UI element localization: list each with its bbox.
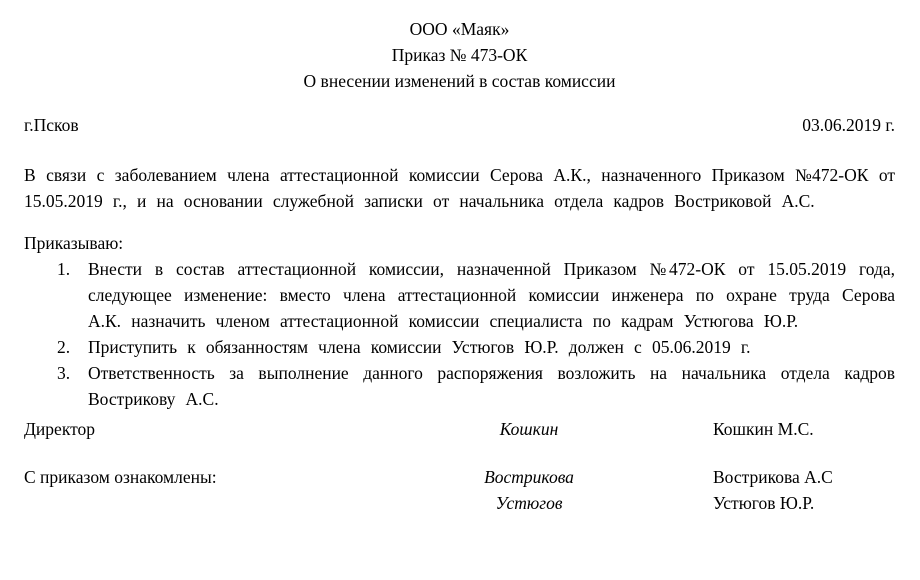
list-item-number: 1. [57, 259, 71, 279]
handwritten-signature: Устюгов [495, 493, 563, 513]
signature-row-acknowledged-1 [24, 464, 895, 490]
order-subject: О внесении изменений в состав комиссии [303, 71, 616, 91]
document-header [24, 16, 895, 94]
list-item-number: 3. [57, 363, 71, 383]
signature-role-label: С приказом ознакомлены: [24, 467, 217, 487]
signature-row-director [24, 416, 895, 442]
signature-name: Вострикова А.С [713, 467, 833, 487]
handwritten-signature: Кошкин [499, 419, 559, 439]
list-item [24, 256, 895, 334]
intro-paragraph: В связи с заболеванием члена аттестационной комиссии Серова А.К., назначенного Приказом №472-ОК от 15.05.2019 г., и на основании служебной записки от начальника отдела кадров Востриковой А.С. [24, 165, 895, 211]
list-item [24, 360, 895, 412]
order-items-list [24, 256, 895, 412]
list-item-number: 2. [57, 337, 71, 357]
date-label: 03.06.2019 г. [802, 115, 895, 135]
list-item-text: Приступить к обязанностям члена комиссии Устюгов Ю.Р. должен с 05.06.2019 г. [88, 337, 751, 357]
list-item-text: Ответственность за выполнение данного распоряжения возложить на начальника отдела кадров Вострикову А.С. [88, 363, 895, 409]
signature-name: Кошкин М.С. [713, 419, 814, 439]
signature-name: Устюгов Ю.Р. [713, 493, 815, 513]
list-item-text: Внести в состав аттестационной комиссии, назначенной Приказом №472-ОК от 15.05.2019 года, следующее изменение: вместо члена аттестационной комиссии инженера по охране труда Серова А.К. назначить членом аттестационной комиссии специалиста по кадрам Устюгова Ю.Р. [88, 259, 895, 331]
list-item [24, 334, 895, 360]
signature-role-label: Директор [24, 419, 96, 439]
company-name: ООО «Маяк» [409, 19, 510, 39]
meta-row [24, 112, 895, 138]
signature-row-acknowledged-2 [24, 490, 895, 516]
handwritten-signature: Вострикова [484, 467, 574, 487]
city-label: г.Псков [24, 115, 79, 135]
resolution-label: Приказываю: [24, 233, 124, 253]
order-number-title: Приказ № 473-ОК [391, 45, 528, 65]
